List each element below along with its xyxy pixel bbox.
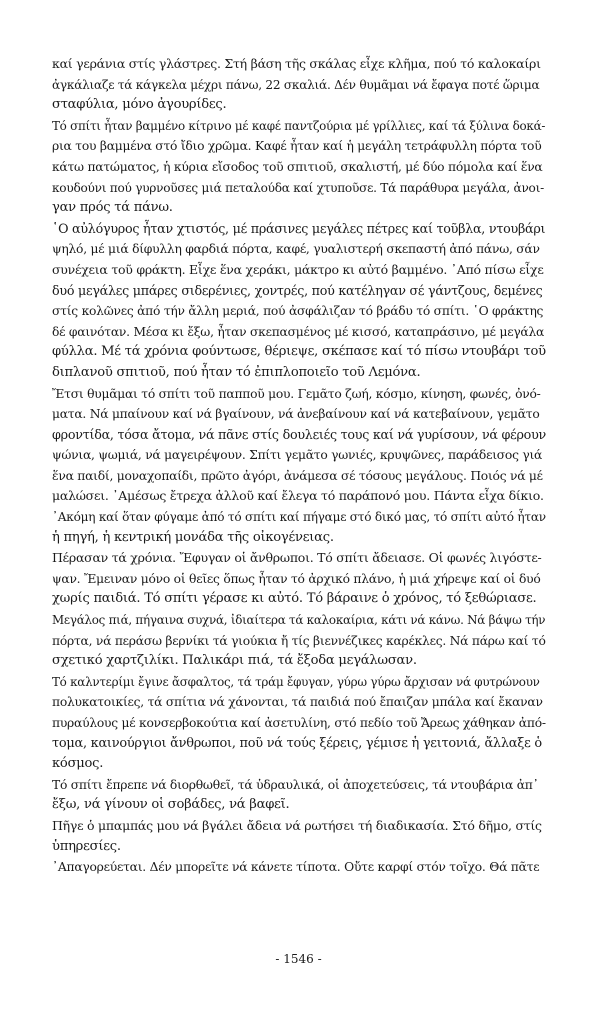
text-line: χωρίς παιδιά. Τό σπίτι γέρασε κι αὐτό. Τό βάραινε ὁ χρόνος, τό ξεθώριασε. — [52, 591, 537, 607]
text-line: ᾿Απαγορεύεται. Δέν μπορεῖτε νά κάνετε τίποτα. Οὔτε καρφί στόν τοῖχο. Θά πᾶτε — [52, 860, 540, 875]
text-line: μαλώσει. ᾿Αμέσως ἔτρεχα ἀλλοῦ καί ἔλεγα τό παράπονό μου. Πάντα εἶχα δίκιο. — [52, 488, 544, 504]
text-line: Τό σπίτι ἦταν βαμμένο κίτρινο μέ καφέ παντζούρια μέ γρίλλιες, καί τά ξύλινα δοκά- — [52, 118, 546, 133]
text-line: ᾿Ακόμη καί ὅταν φύγαμε ἀπό τό σπίτι καί πήγαμε στό δικό μας, τό σπίτι αὐτό ἦταν — [52, 510, 546, 525]
text-line: ρια του βαμμένα στό ἴδιο χρῶμα. Καφέ ἦταν καί ἡ μεγάλη τετράφυλλη πόρτα τοῦ — [52, 139, 542, 154]
text-line: πολυκατοικίες, τά σπίτια νά χάνονται, τά παιδιά πού ἔπαιζαν μπάλα καί ἔκαναν — [52, 695, 543, 710]
text-line: στίς κολῶνες ἀπό τήν ἄλλη μεριά, πού ἀσφάλιζαν τό βράδυ τό σπίτι. ῾Ο φράκτης — [52, 304, 544, 319]
text-line: ματα. Νά μπαίνουν καί νά βγαίνουν, νά ἀνεβαίνουν καί νά κατεβαίνουν, γεμᾶτο — [52, 407, 540, 422]
text-line: γαν πρός τά πάνω. — [52, 200, 173, 216]
text-line: δέ φαινόταν. Μέσα κι ἔξω, ἦταν σκεπασμένος μέ κισσό, καταπράσινο, μέ μεγάλα — [52, 324, 545, 339]
text-line: ἕνα παιδί, μοναχοπαίδι, πρῶτο ἀγόρι, ἀνάμεσα σέ τόσους μεγάλους. Ποιός νά μέ — [52, 468, 543, 483]
text-line: ἔξω, νά γίνουν οἱ σοβάδες, νά βαφεῖ. — [52, 797, 290, 813]
text-line: ὑπηρεσίες. — [52, 838, 121, 854]
text-line: συνέχεια τοῦ φράκτη. Εἶχε ἕνα χεράκι, μάκτρο κι αὐτό βαμμένο. ᾿Από πίσω εἶχε — [52, 261, 544, 277]
text-line: Πῆγε ὁ μπαμπάς μου νά βγάλει ἄδεια νά ρωτήσει τή διαδικασία. Στό δῆμο, στίς — [52, 817, 542, 833]
text-line: Τό καλντερίμι ἔγινε ἄσφαλτος, τά τράμ ἔφυγαν, γύρω γύρω ἄρχισαν νά φυτρώνουν — [52, 674, 540, 689]
text-line: διπλανοῦ σπιτιοῦ, πού ἦταν τό ἐπιπλοποιεῖο τοῦ Λεμόνα. — [52, 364, 421, 380]
text-line: σχετικό χαρτζιλίκι. Παλικάρι πιά, τά ἔξοδα μεγάλωσαν. — [52, 653, 417, 669]
text-line: σταφύλια, μόνο ἀγουρίδες. — [52, 97, 227, 113]
text-line: φροντίδα, τόσα ἄτομα, νά πᾶνε στίς δουλειές τους καί νά γυρίσουν, νά φέρουν — [52, 426, 546, 442]
text-line: ῾Ο αὐλόγυρος ἦταν χτιστός, μέ πράσινες μεγάλες πέτρες καί τοῦβλα, ντουβάρι — [52, 220, 546, 236]
text-line: ψαν. Ἔμειναν μόνο οἱ θεῖες ὅπως ἦταν τό ἀρχικό πλάνο, ἡ μιά χήρεψε καί οἱ δυό — [52, 571, 541, 586]
text-line: ἡ πηγή, ἡ κεντρική μονάδα τῆς οἰκογένειας. — [52, 529, 334, 545]
page-number: - 1546 - — [275, 952, 322, 966]
text-line: Ἔτσι θυμᾶμαι τό σπίτι τοῦ παπποῦ μου. Γεμᾶτο ζωή, κόσμο, κίνηση, φωνές, ὀνό- — [52, 386, 541, 401]
text-line: κόσμος. — [52, 756, 104, 772]
text-line: Μεγάλος πιά, πήγαινα συχνά, ἰδιαίτερα τά καλοκαίρια, κάτι νά κάνω. Νά βάψω τήν — [52, 613, 546, 628]
text-line: ψώνια, ψωμιά, νά μαγειρέψουν. Σπίτι γεμᾶτο γωνιές, κρυψῶνες, παράδεισος γιά — [52, 448, 543, 463]
text-line: τομα, καινούργιοι ἄνθρωποι, ποῦ νά τούς ξέρεις, γέμισε ἡ γειτονιά, ἄλλαξε ὁ — [52, 735, 542, 751]
text-line: φύλλα. Μέ τά χρόνια φούντωσε, θέριεψε, σκέπασε καί τό πίσω ντουβάρι τοῦ — [52, 344, 546, 360]
text-line: ἀγκάλιαζε τά κάγκελα μέχρι πάνω, 22 σκαλιά. Δέν θυμᾶμαι νά ἔφαγα ποτέ ὥριμα — [52, 77, 540, 92]
text-line: Τό σπίτι ἔπρεπε νά διορθωθεῖ, τά ὑδραυλικά, οἱ ἀποχετεύσεις, τά ντουβάρια ἀπ᾿ — [52, 777, 539, 792]
text-line: ψηλό, μέ μιά δίφυλλη φαρδιά πόρτα, καφέ, γυαλιστερή σκεπαστή ἀπό πάνω, σάν — [52, 242, 540, 257]
body-text — [52, 54, 546, 878]
text-line: καί γεράνια στίς γλάστρες. Στή βάση τῆς σκάλας εἶχε κλῆμα, πού τό καλοκαίρι — [52, 56, 541, 71]
text-line: δυό μεγάλες μπάρες σιδερένιες, χοντρές, πού κατέληγαν σέ γάντζους, δεμένες — [52, 282, 543, 298]
text-line: Πέρασαν τά χρόνια. Ἔφυγαν οἱ ἄνθρωποι. Τό σπίτι ἄδειασε. Οἱ φωνές λιγόστε- — [52, 550, 542, 566]
text-line: πυραύλους μέ κονσερβοκούτια καί ἀσετυλίνη, στό πεδίο τοῦ Ἄρεως χάθηκαν ἀπό- — [52, 716, 546, 730]
text-line: πόρτα, νά περάσω βερνίκι τά γιούκια ἤ τίς βιεννέζικες καρέκλες. Νά πάρω καί τό — [52, 633, 546, 648]
text-line: κάτω πατώματος, ἡ κύρια εἴσοδος τοῦ σπιτιοῦ, σκαλιστή, μέ δύο πόμολα καί ἕνα — [52, 159, 543, 174]
text-line: κουδούνι πού γυρνοῦσες μιά πεταλούδα καί χτυποῦσε. Τά παράθυρα μεγάλα, ἀνοι- — [52, 180, 544, 195]
